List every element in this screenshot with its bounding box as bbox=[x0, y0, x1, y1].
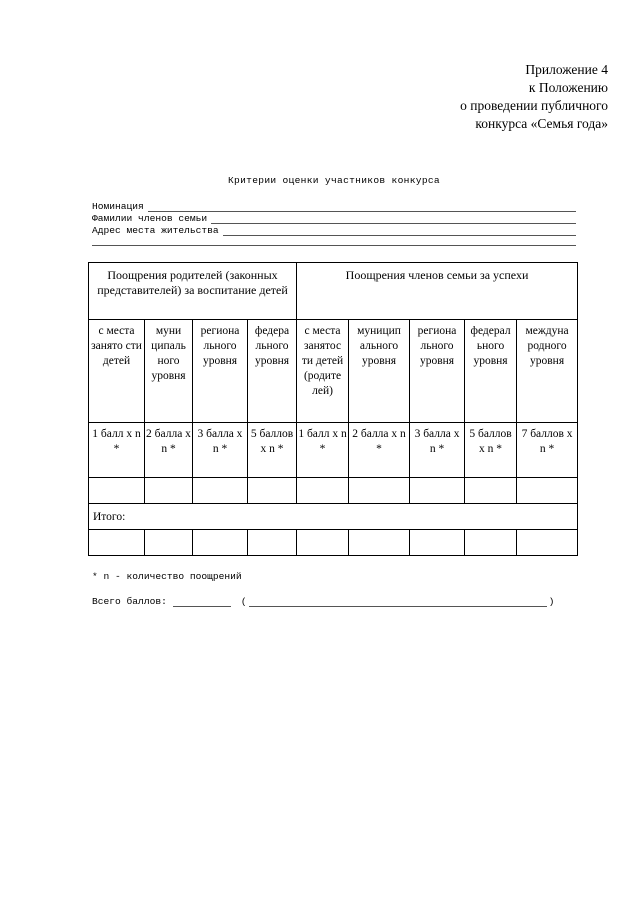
entry-cell[interactable] bbox=[89, 478, 145, 504]
total-cell[interactable] bbox=[297, 530, 349, 556]
total-cell[interactable] bbox=[248, 530, 297, 556]
total-score-number-line[interactable] bbox=[173, 597, 231, 607]
close-paren: ) bbox=[548, 596, 555, 607]
subheader-cell: с места занято сти детей bbox=[89, 320, 145, 423]
entry-cell[interactable] bbox=[517, 478, 578, 504]
points-cell: 3 балла x n * bbox=[193, 423, 248, 478]
total-cell[interactable] bbox=[517, 530, 578, 556]
points-cell: 2 балла x n * bbox=[145, 423, 193, 478]
total-score-words-line[interactable] bbox=[249, 597, 547, 607]
group-header-family: Поощрения членов семьи за успехи bbox=[297, 263, 578, 320]
points-cell: 5 баллов x n * bbox=[465, 423, 517, 478]
points-cell: 7 баллов x n * bbox=[517, 423, 578, 478]
entry-cell[interactable] bbox=[465, 478, 517, 504]
total-cell[interactable] bbox=[193, 530, 248, 556]
address-line[interactable] bbox=[223, 226, 576, 236]
entry-cell[interactable] bbox=[248, 478, 297, 504]
annex-header bbox=[460, 61, 608, 133]
entry-cell[interactable] bbox=[410, 478, 465, 504]
total-score-row bbox=[92, 595, 554, 607]
document-title: Критерии оценки участников конкурса bbox=[227, 175, 440, 186]
subheader-cell: регионa льного уровня bbox=[410, 320, 465, 423]
family-names-field[interactable] bbox=[92, 212, 576, 224]
subheader-cell: междуна родного уровня bbox=[517, 320, 578, 423]
total-cell[interactable] bbox=[410, 530, 465, 556]
entry-cell[interactable] bbox=[349, 478, 410, 504]
nomination-field[interactable] bbox=[92, 200, 576, 212]
address-label: Адрес места жительства bbox=[92, 225, 219, 236]
total-cell[interactable] bbox=[465, 530, 517, 556]
open-paren: ( bbox=[240, 596, 247, 607]
annex-line-4: конкурса «Семья года» bbox=[475, 116, 608, 131]
subheader-cell: федерал ьного уровня bbox=[465, 320, 517, 423]
address-continuation-line[interactable] bbox=[92, 245, 576, 246]
entry-cell[interactable] bbox=[297, 478, 349, 504]
points-cell: 3 балла x n * bbox=[410, 423, 465, 478]
subheader-cell: муни ципаль ного уровня bbox=[145, 320, 193, 423]
subheader-cell: с места занятос ти детей (родите лей) bbox=[297, 320, 349, 423]
points-cell: 5 баллов x n * bbox=[248, 423, 297, 478]
total-cell[interactable] bbox=[349, 530, 410, 556]
annex-line-2: к Положению bbox=[528, 80, 608, 95]
entry-cell[interactable] bbox=[145, 478, 193, 504]
nomination-label: Номинация bbox=[92, 201, 144, 212]
footnote: * n - количество поощрений bbox=[92, 571, 242, 582]
subheader-cell: федера льного уровня bbox=[248, 320, 297, 423]
annex-line-1: Приложение 4 bbox=[525, 62, 608, 77]
total-label: Итого: bbox=[89, 504, 578, 530]
family-names-label: Фамилии членов семьи bbox=[92, 213, 208, 224]
points-cell: 1 балл x n * bbox=[89, 423, 145, 478]
criteria-table bbox=[88, 262, 578, 556]
total-cell[interactable] bbox=[89, 530, 145, 556]
entry-cell[interactable] bbox=[193, 478, 248, 504]
points-cell: 2 балла x n * bbox=[349, 423, 410, 478]
family-names-line[interactable] bbox=[211, 214, 576, 224]
address-field[interactable] bbox=[92, 224, 576, 236]
total-score-label: Всего баллов: bbox=[92, 596, 167, 607]
annex-line-3: о проведении публичного bbox=[460, 98, 608, 113]
subheader-cell: муницип ального уровня bbox=[349, 320, 410, 423]
nomination-line[interactable] bbox=[148, 202, 576, 212]
subheader-cell: регионa льного уровня bbox=[193, 320, 248, 423]
points-cell: 1 балл x n * bbox=[297, 423, 349, 478]
group-header-parents: Поощрения родителей (законных представителей) за воспитание детей bbox=[89, 263, 297, 320]
total-cell[interactable] bbox=[145, 530, 193, 556]
